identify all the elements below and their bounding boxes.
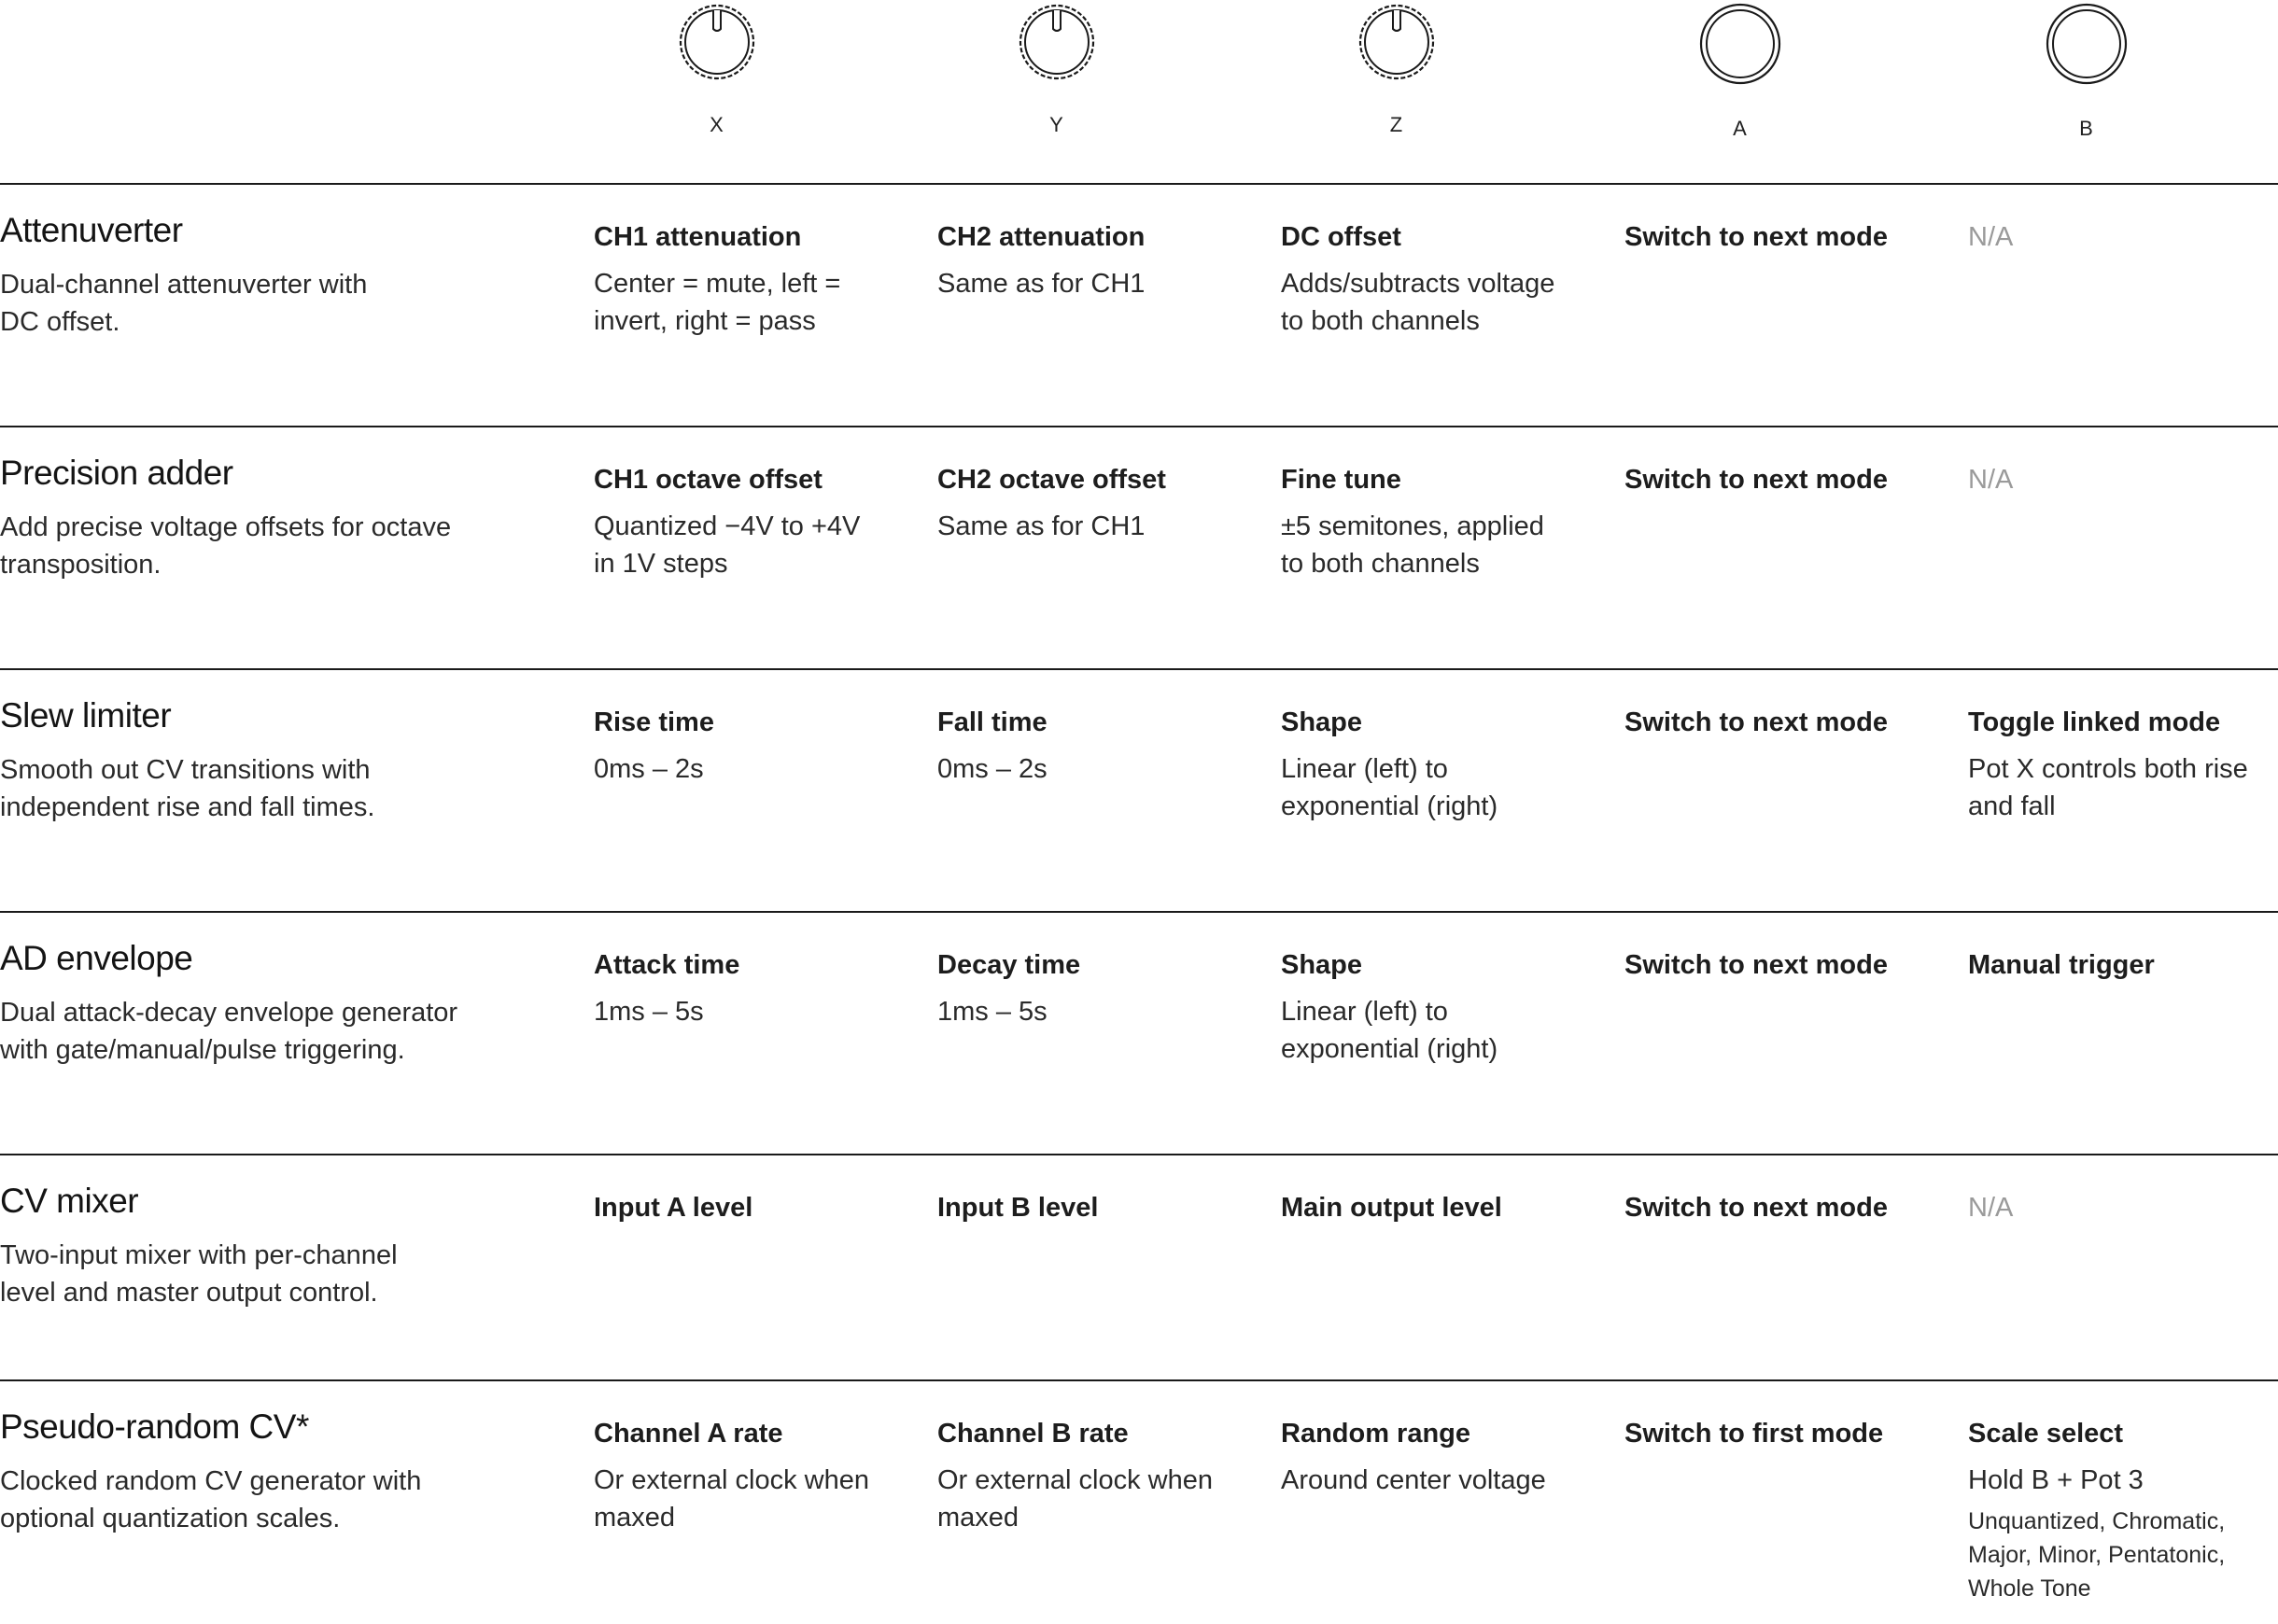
mode-row-cv-mixer bbox=[0, 1155, 2278, 1379]
cell-title: Main output level bbox=[1281, 1193, 1502, 1223]
cell-title: Fall time bbox=[937, 707, 1048, 737]
cell-y bbox=[937, 706, 1255, 788]
controls-header bbox=[0, 0, 2278, 184]
cell-z bbox=[1281, 706, 1598, 825]
mode-title: Precision adder bbox=[0, 454, 233, 492]
cell-a bbox=[1624, 1417, 1942, 1450]
control-a bbox=[1675, 0, 1806, 149]
mode-description: Smooth out CV transitions with independent rise and fall times. bbox=[0, 755, 375, 822]
mode-description: Clocked random CV generator with optional quantization scales. bbox=[0, 1466, 422, 1533]
cell-title: Switch to next mode bbox=[1624, 222, 1888, 252]
cell-description: Adds/subtracts voltage to both channels bbox=[1281, 269, 1555, 336]
cell-a bbox=[1624, 220, 1942, 254]
control-y bbox=[991, 0, 1122, 149]
cell-z bbox=[1281, 463, 1598, 582]
cell-title: CH2 octave offset bbox=[937, 465, 1166, 495]
cell-b bbox=[1968, 948, 2278, 982]
cell-b bbox=[1968, 1417, 2278, 1605]
cell-description: 0ms – 2s bbox=[594, 754, 704, 784]
cell-title: CH1 attenuation bbox=[594, 222, 802, 252]
cell-title: Rise time bbox=[594, 707, 714, 737]
cell-title: Switch to next mode bbox=[1624, 707, 1888, 737]
control-label: Z bbox=[1389, 113, 1404, 136]
cell-description: 1ms – 5s bbox=[594, 997, 704, 1027]
cell-title: Manual trigger bbox=[1968, 950, 2155, 980]
cell-title: Shape bbox=[1281, 950, 1363, 980]
cell-description: ±5 semitones, applied to both channels bbox=[1281, 511, 1544, 579]
cell-x bbox=[594, 463, 911, 582]
cell-title: Input A level bbox=[594, 1193, 753, 1223]
mode-description: Dual-channel attenuverter with DC offset. bbox=[0, 270, 368, 337]
cell-title: Attack time bbox=[594, 950, 740, 980]
cell-description: Linear (left) to exponential (right) bbox=[1281, 997, 1498, 1064]
cell-title: Random range bbox=[1281, 1419, 1471, 1449]
control-label: B bbox=[2079, 117, 2094, 140]
cell-y bbox=[937, 220, 1255, 302]
cell-b bbox=[1968, 220, 2278, 254]
button-circle-icon bbox=[2045, 2, 2129, 86]
cell-description: Or external clock when maxed bbox=[594, 1465, 869, 1533]
control-b bbox=[2021, 0, 2152, 149]
control-label: Y bbox=[1049, 113, 1064, 136]
cell-x bbox=[594, 1417, 911, 1536]
mode-title: Attenuverter bbox=[0, 211, 183, 249]
control-label: X bbox=[710, 113, 724, 136]
cell-y bbox=[937, 463, 1255, 545]
control-x bbox=[652, 0, 782, 149]
cell-z bbox=[1281, 948, 1598, 1068]
cell-title: Fine tune bbox=[1281, 465, 1401, 495]
cell-title: Input B level bbox=[937, 1193, 1099, 1223]
cell-b bbox=[1968, 706, 2278, 825]
control-z bbox=[1331, 0, 1462, 149]
cell-x bbox=[594, 948, 911, 1030]
cell-title: Scale select bbox=[1968, 1419, 2124, 1449]
pot-knob-icon bbox=[1017, 2, 1097, 82]
mode-title: CV mixer bbox=[0, 1182, 139, 1220]
cell-title: N/A bbox=[1968, 465, 2014, 495]
cell-title: Shape bbox=[1281, 707, 1363, 737]
cell-description: Around center voltage bbox=[1281, 1465, 1546, 1495]
cell-title: Switch to next mode bbox=[1624, 950, 1888, 980]
cell-x bbox=[594, 706, 911, 788]
mode-title: Pseudo-random CV* bbox=[0, 1407, 309, 1446]
cell-title: Switch to next mode bbox=[1624, 1193, 1888, 1223]
cell-description: 1ms – 5s bbox=[937, 997, 1048, 1027]
cell-title: N/A bbox=[1968, 1193, 2014, 1223]
mode-row-precision-adder bbox=[0, 427, 2278, 668]
cell-title: Toggle linked mode bbox=[1968, 707, 2221, 737]
cell-z bbox=[1281, 220, 1598, 340]
cell-title: CH1 octave offset bbox=[594, 465, 823, 495]
mode-description: Add precise voltage offsets for octave transposition. bbox=[0, 512, 452, 580]
cell-y bbox=[937, 948, 1255, 1030]
mode-row-attenuverter bbox=[0, 185, 2278, 426]
cell-description: Pot X controls both rise and fall bbox=[1968, 754, 2248, 821]
cell-title: Switch to next mode bbox=[1624, 465, 1888, 495]
cell-a bbox=[1624, 948, 1942, 982]
cell-title: Channel B rate bbox=[937, 1419, 1129, 1449]
cell-note: Unquantized, Chromatic, Major, Minor, Pentatonic, Whole Tone bbox=[1968, 1508, 2226, 1602]
cell-description: Same as for CH1 bbox=[937, 269, 1146, 299]
cell-z bbox=[1281, 1417, 1598, 1499]
cell-description: Quantized −4V to +4V in 1V steps bbox=[594, 511, 861, 579]
cell-a bbox=[1624, 1191, 1942, 1225]
cell-description: Linear (left) to exponential (right) bbox=[1281, 754, 1498, 821]
cell-title: N/A bbox=[1968, 222, 2014, 252]
cell-a bbox=[1624, 706, 1942, 739]
cell-y bbox=[937, 1191, 1255, 1225]
cell-description: Hold B + Pot 3 bbox=[1968, 1465, 2144, 1495]
cell-x bbox=[594, 1191, 911, 1225]
cell-description: Same as for CH1 bbox=[937, 511, 1146, 541]
cell-title: Decay time bbox=[937, 950, 1081, 980]
mode-row-ad-envelope bbox=[0, 913, 2278, 1154]
button-circle-icon bbox=[1698, 2, 1782, 86]
mode-title: Slew limiter bbox=[0, 696, 172, 735]
control-label: A bbox=[1733, 117, 1748, 140]
cell-title: DC offset bbox=[1281, 222, 1401, 252]
cell-b bbox=[1968, 463, 2278, 497]
pot-knob-icon bbox=[1357, 2, 1437, 82]
mode-description: Dual attack-decay envelope generator with gate/manual/pulse triggering. bbox=[0, 998, 458, 1065]
pot-knob-icon bbox=[677, 2, 757, 82]
cell-title: Switch to first mode bbox=[1624, 1419, 1884, 1449]
cell-description: Or external clock when maxed bbox=[937, 1465, 1213, 1533]
mode-row-pseudo-random-cv bbox=[0, 1381, 2278, 1624]
cell-title: CH2 attenuation bbox=[937, 222, 1146, 252]
mode-description: Two-input mixer with per-channel level and master output control. bbox=[0, 1240, 398, 1308]
cell-description: 0ms – 2s bbox=[937, 754, 1048, 784]
cell-title: Channel A rate bbox=[594, 1419, 783, 1449]
cell-z bbox=[1281, 1191, 1598, 1225]
mode-row-slew-limiter bbox=[0, 670, 2278, 911]
cell-y bbox=[937, 1417, 1255, 1536]
cell-b bbox=[1968, 1191, 2278, 1225]
cell-description: Center = mute, left = invert, right = pass bbox=[594, 269, 841, 336]
mode-title: AD envelope bbox=[0, 939, 193, 977]
cell-x bbox=[594, 220, 911, 340]
cell-a bbox=[1624, 463, 1942, 497]
